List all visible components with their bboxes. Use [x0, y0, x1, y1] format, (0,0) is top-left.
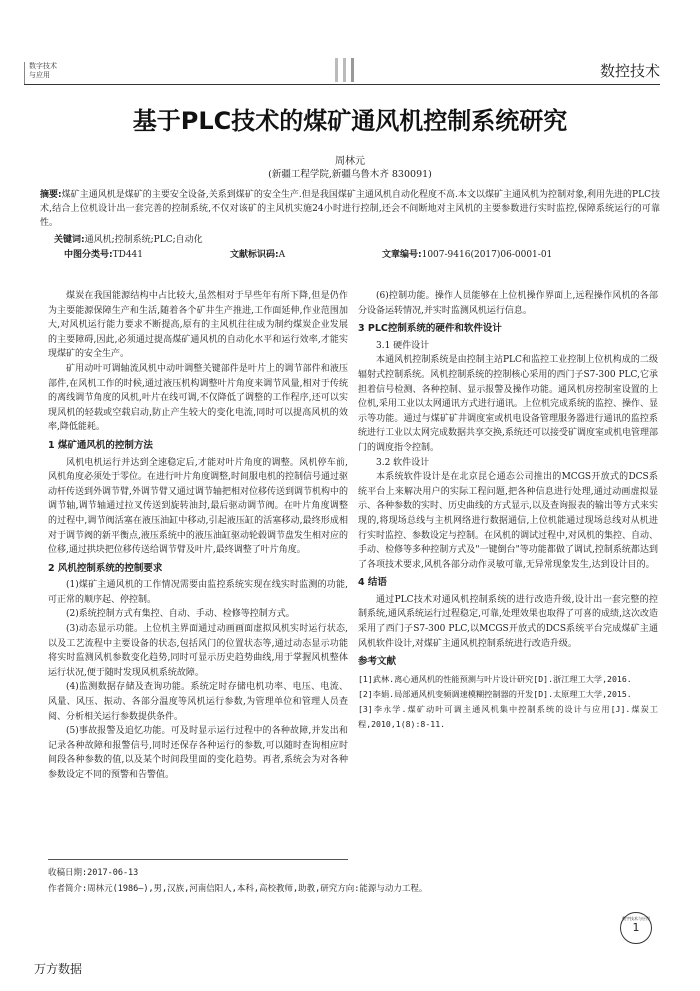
received-date: 收稿日期:2017-06-13 [48, 868, 139, 878]
footnote-rule [48, 859, 348, 860]
doc-code-label: 文献标识码: [230, 250, 279, 260]
article-no-label: 文章编号: [382, 250, 422, 260]
document-code [230, 247, 285, 260]
reference-item: [1]武林.离心通风机的性能预测与叶片设计研究[D].浙江理工大学,2016. [358, 673, 632, 684]
classification-label: 中图分类号: [64, 250, 113, 260]
paragraph: 煤炭在我国能源结构中占比较大,虽然相对于早些年有所下降,但是仍作为主要能源保障生产和生活,随着各个矿井生产推进,工作面延伸,作业范围加大,对风机运行能力要求不断提高,原有的主风机往往成为制约煤炭企业发展的主要障碍,因此,必须通过提高煤矿通风机的自动化水平和运行效率,才能实现煤矿的安全生产。 [48, 291, 348, 360]
abstract [40, 188, 660, 230]
paragraph: (3)动态显示功能。上位机主界面通过动画画面虚拟风机实时运行状态,以及工艺流程中主要设备的状态,包括风门的位置状态等,通过动态显示功能将实时监测风机参数变化趋势,同时可显示历史趋势曲线,用于掌握风机整体运行状况,便于随时发现风机系统故障。 [48, 624, 348, 678]
keywords-label: 关键词: [54, 235, 85, 245]
right-column [358, 289, 658, 732]
page-number: 1 [632, 921, 640, 934]
subsection-heading: 3.1 硬件设计 [376, 340, 430, 351]
classification-number [64, 247, 143, 260]
header-rule [24, 84, 660, 85]
section-heading: 2 风机控制系统的控制要求 [48, 562, 163, 574]
section-label: 数控技术 [599, 62, 660, 80]
author-name: 周林元 [335, 156, 365, 167]
doc-code-value: A [278, 250, 286, 260]
article-no-value: 1007-9416(2017)06-0001-01 [421, 250, 553, 260]
paragraph: 矿用动叶可调轴流风机中动叶调整关键部件是叶片上的调节部件和液压部件,在风机工作的时候,通过液压机构调整叶片角度来调节风量,相对于传统的离线调节角度的风机,叶片在线可调,不仅降低了调整的工作程序,还可以实现风机的轻载或空载启动,防止产生较大的变化电流,同时可以提高风机的效率,降低能耗。 [48, 363, 348, 433]
journal-name-line2: 与应用 [29, 71, 50, 79]
reference-item: [2]李娟.局部通风机变频调速模糊控制器的开发[D].太原理工大学,2015. [358, 688, 632, 699]
affiliation: (新疆工程学院,新疆乌鲁木齐 830091) [268, 169, 432, 180]
paragraph: 本通风机控制系统是由控制主站PLC和监控工业控制上位机构成的二级辐射式控制系统。风机控制系统的控制核心采用的西门子S7-300 PLC,它承担着信号检测、各种控制、显示报警及操作功能。通风机房控制室设置的上位机,采用工业以太网通讯方式进行通讯。上位机完成系统的监控、操作、显示等功能。通过与煤矿矿井调度室或机电设备管理服务器进行通讯的监控系统进行工业以太网完成数据共享交换,系统还可以接受矿调度室或机电管理部门的调度指令控制。 [358, 355, 658, 453]
paragraph: (4)监测数据存储及查询功能。系统定时存储电机功率、电压、电流、风量、风压、振动、各部分温度等风机运行参数,为管理单位和管理人员查阅、分析相关运行参数提供条件。 [48, 682, 348, 722]
section-heading: 4 结语 [358, 577, 387, 589]
paragraph: 风机电机运行并达到全速稳定后,才能对叶片角度的调整。风机停车前,风机角度必须处于零位。在进行叶片角度调整,时间服电机的控制信号通过驱动杆传送到外调节臂,外调节臂又通过调节轴把相对位移传送到调节机构中的调节轴,调节轴通过拉叉传送到旋转油封,最后驱动调节阀。在叶片角度调整的过程中,调节阀活塞在液压油缸中移动,引起液压缸的活塞移动,最终形成相对于调节阀的新平衡点,液压系统中的液压油缸驱动轮毂调节盘发生相对应的位移,通过拱块把位移传送给调节臂及叶片,最终调整了叶片角度。 [48, 457, 348, 556]
left-column [48, 289, 348, 783]
reference-item: [3]李永学.煤矿动叶可调主通风机集中控制系统的设计与应用[J].煤炭工程,2010,1(8):8-11. [358, 703, 658, 729]
source-brand: 万方数据 [34, 962, 83, 976]
references-heading: 参考文献 [358, 656, 397, 668]
article-number [382, 247, 552, 260]
journal-logo [620, 912, 652, 944]
keywords-text: 通风机;控制系统;PLC;自动化 [84, 235, 203, 245]
subsection-heading: 3.2 软件设计 [376, 457, 430, 468]
paragraph: (5)事故报警及追忆功能。可及时显示运行过程中的各种故障,并发出和记录各种故障和报警信号,同时还保存各种运行的参数,可以随时查询相应时间段各种参数的值,以及某个时间段里面的变化趋势。再者,系统会为对各种参数设定不同的预警和告警值。 [48, 726, 348, 780]
header-decoration [335, 58, 361, 82]
section-heading: 3 PLC控制系统的硬件和软件设计 [358, 323, 502, 335]
section-heading: 1 煤矿通风机的控制方法 [48, 439, 153, 451]
author-bio: 作者简介:周林元(1986—),男,汉族,河南信阳人,本科,高校教师,助教,研究方向:能源与动力工程。 [48, 884, 428, 894]
journal-name-line1: 数字技术 [29, 62, 57, 70]
classification-value: TD441 [112, 250, 144, 260]
journal-name [24, 62, 94, 84]
paragraph: 本系统软件设计是在北京昆仑通态公司推出的MCGS开放式的DCS系统平台上来解决用户的实际工程问题,把各种信息进行处理,通过动画虚拟显示、各种参数的实时、历史曲线的方式显示,以及查询报表的输出等方式来实现的,将现场总线与主机网络进行数据通信,上位机能通过现场总线对从机进行实时监控、参数设定与控制。在风机的调试过程中,对风机的集控、自动、手动、检修等多种控制方式及"一键倒台"等功能都做了调试,控制系统都达到了各项技术要求,风机各部分动作灵敏可靠,无异常现象发生,达到设计目的。 [358, 472, 658, 570]
keywords [54, 232, 203, 245]
abstract-text: 煤矿主通风机是煤矿的主要安全设备,关系到煤矿的安全生产.但是我国煤矿主通风机自动化程度不高.本文以煤矿主通风机为控制对象,利用先进的PLC技术,结合上位机设计出一套完善的控制系统,不仅对该矿的主风机实施24小时进行控制,还会不间断地对主风机的主要参数进行实时监控,保障系统运行的可靠性。 [40, 190, 660, 228]
paragraph: (6)控制功能。操作人员能够在上位机操作界面上,远程操作风机的各部分设备运转情况,并实时监测风机运行信息。 [358, 291, 658, 316]
paragraph: (2)系统控制方式有集控、自动、手动、检修等控制方式。 [66, 609, 295, 620]
logo-text: 数字技术与应用 [622, 916, 650, 921]
paragraph: 通过PLC技术对通风机控制系统的进行改造升级,设计出一套完整的控制系统,通风系统运行过程稳定,可靠,处理效果也取得了可喜的成绩,这次改造采用了西门子S7-300 PLC,以MCGS开放式的DCS系统平台完成煤矿主通风机软件设计,对煤矿主通风机控制系统进行改造升级。 [358, 594, 658, 649]
article-title: 基于PLC技术的煤矿通风机控制系统研究 [132, 107, 568, 135]
abstract-label: 摘要: [40, 190, 62, 200]
paragraph: (1)煤矿主通风机的工作情况需要由监控系统实现在线实时监测的功能,可正常的顺序起、停控制。 [48, 580, 348, 605]
